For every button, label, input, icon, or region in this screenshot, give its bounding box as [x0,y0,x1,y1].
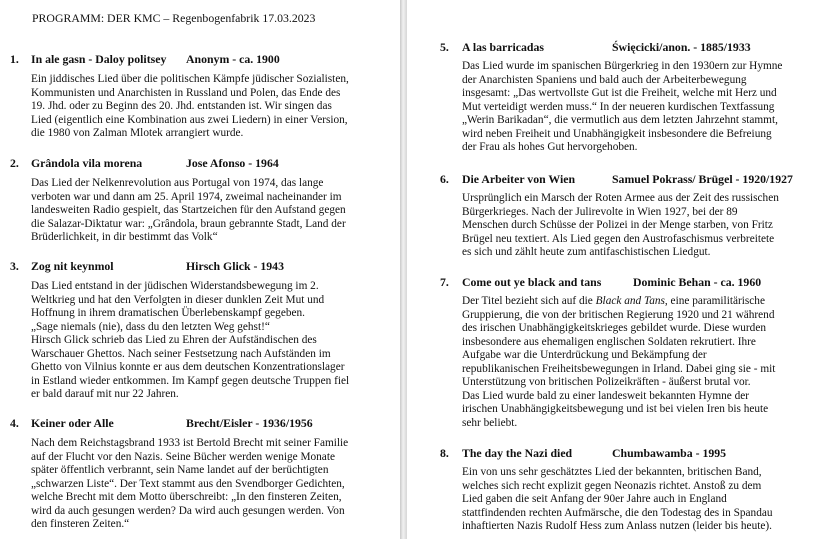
description-line: Brüderlichkeit, in dir bestimmt das Volk“ [31,231,218,244]
description-line: Aufgabe war die Unterdrückung und Bekämpfung der [462,349,707,362]
song-number: 6. [440,172,449,186]
description-line: auf der Flucht vor den Nazis. Seine Bücher werden wenige Monate [31,450,335,463]
song-description [31,280,389,402]
song-credit: Jose Afonso - 1964 [186,156,279,170]
song-description [462,295,807,430]
description-line: des irischen Unabhängigkeitskrieges gebildet wurde. Diese wurden [462,322,766,335]
song-section-4 [10,416,395,531]
description-line: den finsteren Zeiten.“ [31,518,130,531]
description-line: später öffentlich verbrannt, sein Name landet auf der berüchtigten [31,464,329,477]
description-line: sehr beliebt. [462,416,518,429]
description-line: „Werin Barikadan“, die vermutlich aus dem letzten Jahrzehnt stammt, [462,114,778,127]
song-heading [440,172,813,190]
description-line: Nach dem Reichstagsbrand 1933 ist Bertold Brecht mit seiner Familie [31,437,349,449]
description-line: Mut verteidigt werden muss.“ In der neueren kurdischen Textfassung [462,100,775,113]
song-credit: Samuel Pokrass/ Brügel - 1920/1927 [612,172,793,186]
description-line: Weltkrieg und hat den Verfolgten in dieser dunklen Zeit Mut und [31,293,325,306]
song-section-5 [440,40,813,154]
song-description [31,73,389,141]
description-line: Lied gaben die seit Anfang der 90er Jahre auch in England [462,493,727,506]
song-title: Keiner oder Alle [31,416,114,430]
description-line: Das Lied der Nelkenrevolution aus Portugal von 1974, das lange [31,177,324,189]
description-line: Brügel neu textiert. Als Lied gegen den Austrofaschismus verbreitete [462,232,775,245]
description-line: landesweiten Radio gespielt, das Startzeichen für den Aufstand gegen [31,204,346,217]
description-line: inhaftierten Nazis Rudolf Hess zum Anlass nutzen (leider bis heute). [462,520,772,533]
song-section-3 [10,259,395,401]
description-line: Ursprünglich ein Marsch der Roten Armee aus der Zeit des russischen [462,192,779,204]
song-section-8 [440,446,813,533]
song-number: 5. [440,40,449,54]
description-line: „schwarzen Liste“. Der Text stammt aus den Svendborger Gedichten, [31,477,345,490]
song-number: 3. [10,259,19,273]
description-line: Lied (eigentlich eine Kombination aus zwei Liedern) in einer Version, [31,113,348,126]
description-line: in Estland wieder entkommen. Im Kampf gegen deutsche Truppen fiel [31,374,350,387]
song-description [462,466,807,534]
description-line: Das Lied wurde bald zu einer landesweit bekannten Hymne der [462,389,750,402]
description-line: der Anarchisten Spaniens und bald auch der Arbeiterbewegung [462,73,747,86]
description-line: „Sage niemals (nie), dass du den letzten Weg gehst!“ [31,320,270,333]
song-title: Come out ye black and tans [462,275,602,289]
description-line: Ein von uns sehr geschätztes Lied der bekannten, britischen Band, [462,466,762,478]
song-number: 1. [10,52,19,66]
description-line: verboten war und dann am 25. April 1974, zweimal nacheinander im [31,190,342,203]
song-section-1 [10,52,395,140]
description-line: Der Titel bezieht sich auf die Black and Tans, eine paramilitärische [462,295,765,307]
description-line: Gruppierung, die von der britischen Regierung 1920 und 21 während [462,308,775,321]
description-line: wird da auch gesungen werden? Da wird auch gesungen werden. Von [31,504,345,517]
description-line: die 1980 von Zalman Mlotek arrangiert wurde. [31,127,244,140]
song-title: In ale gasn - Daloy politsey [31,52,167,66]
description-line: Hoffnung in ihrem dramatischen Überlebenskampf gegeben. [31,307,305,320]
description-line: Kommunisten und Anarchisten in Russland und Polen, das Ende des [31,86,341,99]
song-title: The day the Nazi died [462,446,573,460]
description-line: Ghetto von Vilnius konnte er aus dem deutschen Konzentrationslager [31,361,345,374]
song-credit: Święcicki/anon. - 1885/1933 [612,40,751,54]
left-page [0,0,400,539]
description-line: Bürgerkrieges. Nach der Julirevolte in Wien 1927, bei der 89 [462,205,738,218]
song-credit: Dominic Behan - ca. 1960 [633,275,762,289]
song-heading [440,275,813,293]
song-description [462,192,807,260]
song-credit: Brecht/Eisler - 1936/1956 [186,416,313,430]
song-number: 8. [440,446,449,460]
song-credit: Chumbawamba - 1995 [612,446,727,460]
song-credit: Anonym - ca. 1900 [186,52,280,66]
song-number: 2. [10,156,19,170]
description-line: Menschen durch Schüsse der Polizei in der Menge starben, von Fritz [462,219,773,232]
song-description [31,177,389,245]
description-line: Unterstützung von britischen Polizeikräften - äußerst brutal vor. [462,376,751,389]
description-line: republikanischen Freiheitsbewegungen in Irland. Dabei ging sie - mit [462,362,776,375]
description-line: stattfindenden rechten Aufmärsche, die den Todestag des in Spandau [462,506,773,519]
description-line: Das Lied entstand in der jüdischen Widerstandsbewegung im 2. [31,280,319,292]
song-credit: Hirsch Glick - 1943 [186,259,284,273]
document-title: PROGRAMM: DER KMC – Regenbogenfabrik 17.03.2023 [32,11,316,25]
song-heading [10,416,395,434]
song-number: 4. [10,416,19,430]
song-title: Die Arbeiter von Wien [462,172,576,186]
song-section-7 [440,275,813,429]
song-section-2 [10,156,395,244]
description-line: insgesamt: „Das wertvollste Gut ist die Freiheit, welche mit Herz und [462,87,777,100]
song-title: Grândola vila morena [31,156,143,170]
song-description [31,437,389,532]
description-line: er bald darauf mit nur 22 Jahren. [31,388,179,401]
song-heading [440,446,813,464]
song-heading [10,52,395,70]
right-page [407,0,813,539]
description-line: welches sich recht explizit gegen Neonazis richtet. Anstoß zu dem [462,479,762,492]
description-line: Hirsch Glick schrieb das Lied zu Ehren der Aufständischen des [31,334,317,347]
song-section-6 [440,172,813,259]
song-description [462,60,807,155]
song-heading [10,156,395,174]
description-line: Das Lied wurde im spanischen Bürgerkrieg in den 1930ern zur Hymne [462,60,783,72]
description-line: die Salazar-Diktatur war: „Grândola, braun gebrannte Stadt, Land der [31,217,346,230]
description-line: 19. Jhd. oder zu Beginn des 20. Jhd. entstanden ist. Wir singen das [31,100,332,113]
song-number: 7. [440,275,449,289]
description-line: insbesondere aus ehemaligen englischen Soldaten rekrutiert. Ihre [462,335,756,348]
description-line: der Frau als hohes Gut hervorgehoben. [462,141,638,154]
song-title: A las barricadas [462,40,544,54]
description-line: Ein jiddisches Lied über die politischen Kämpfe jüdischer Sozialisten, [31,73,349,85]
description-line: Warschauer Ghettos. Nach seiner Festsetzung nach Aufständen im [31,347,331,360]
song-title: Zog nit keynmol [31,259,114,273]
song-heading [440,40,813,58]
page-gutter [400,0,407,539]
description-line: es sich und zählt heute zum antifaschistischen Liedgut. [462,246,711,259]
song-heading [10,259,395,277]
description-line: welche Brecht mit dem Motto überschreibt: „In den finsteren Zeiten, [31,491,342,504]
description-line: irischen Unabhängigkeitsbewegung und ist bei vielen Iren bis heute [462,403,769,416]
description-line: wird neben Freiheit und Unabhängigkeit insbesondere die Befreiung [462,127,772,140]
